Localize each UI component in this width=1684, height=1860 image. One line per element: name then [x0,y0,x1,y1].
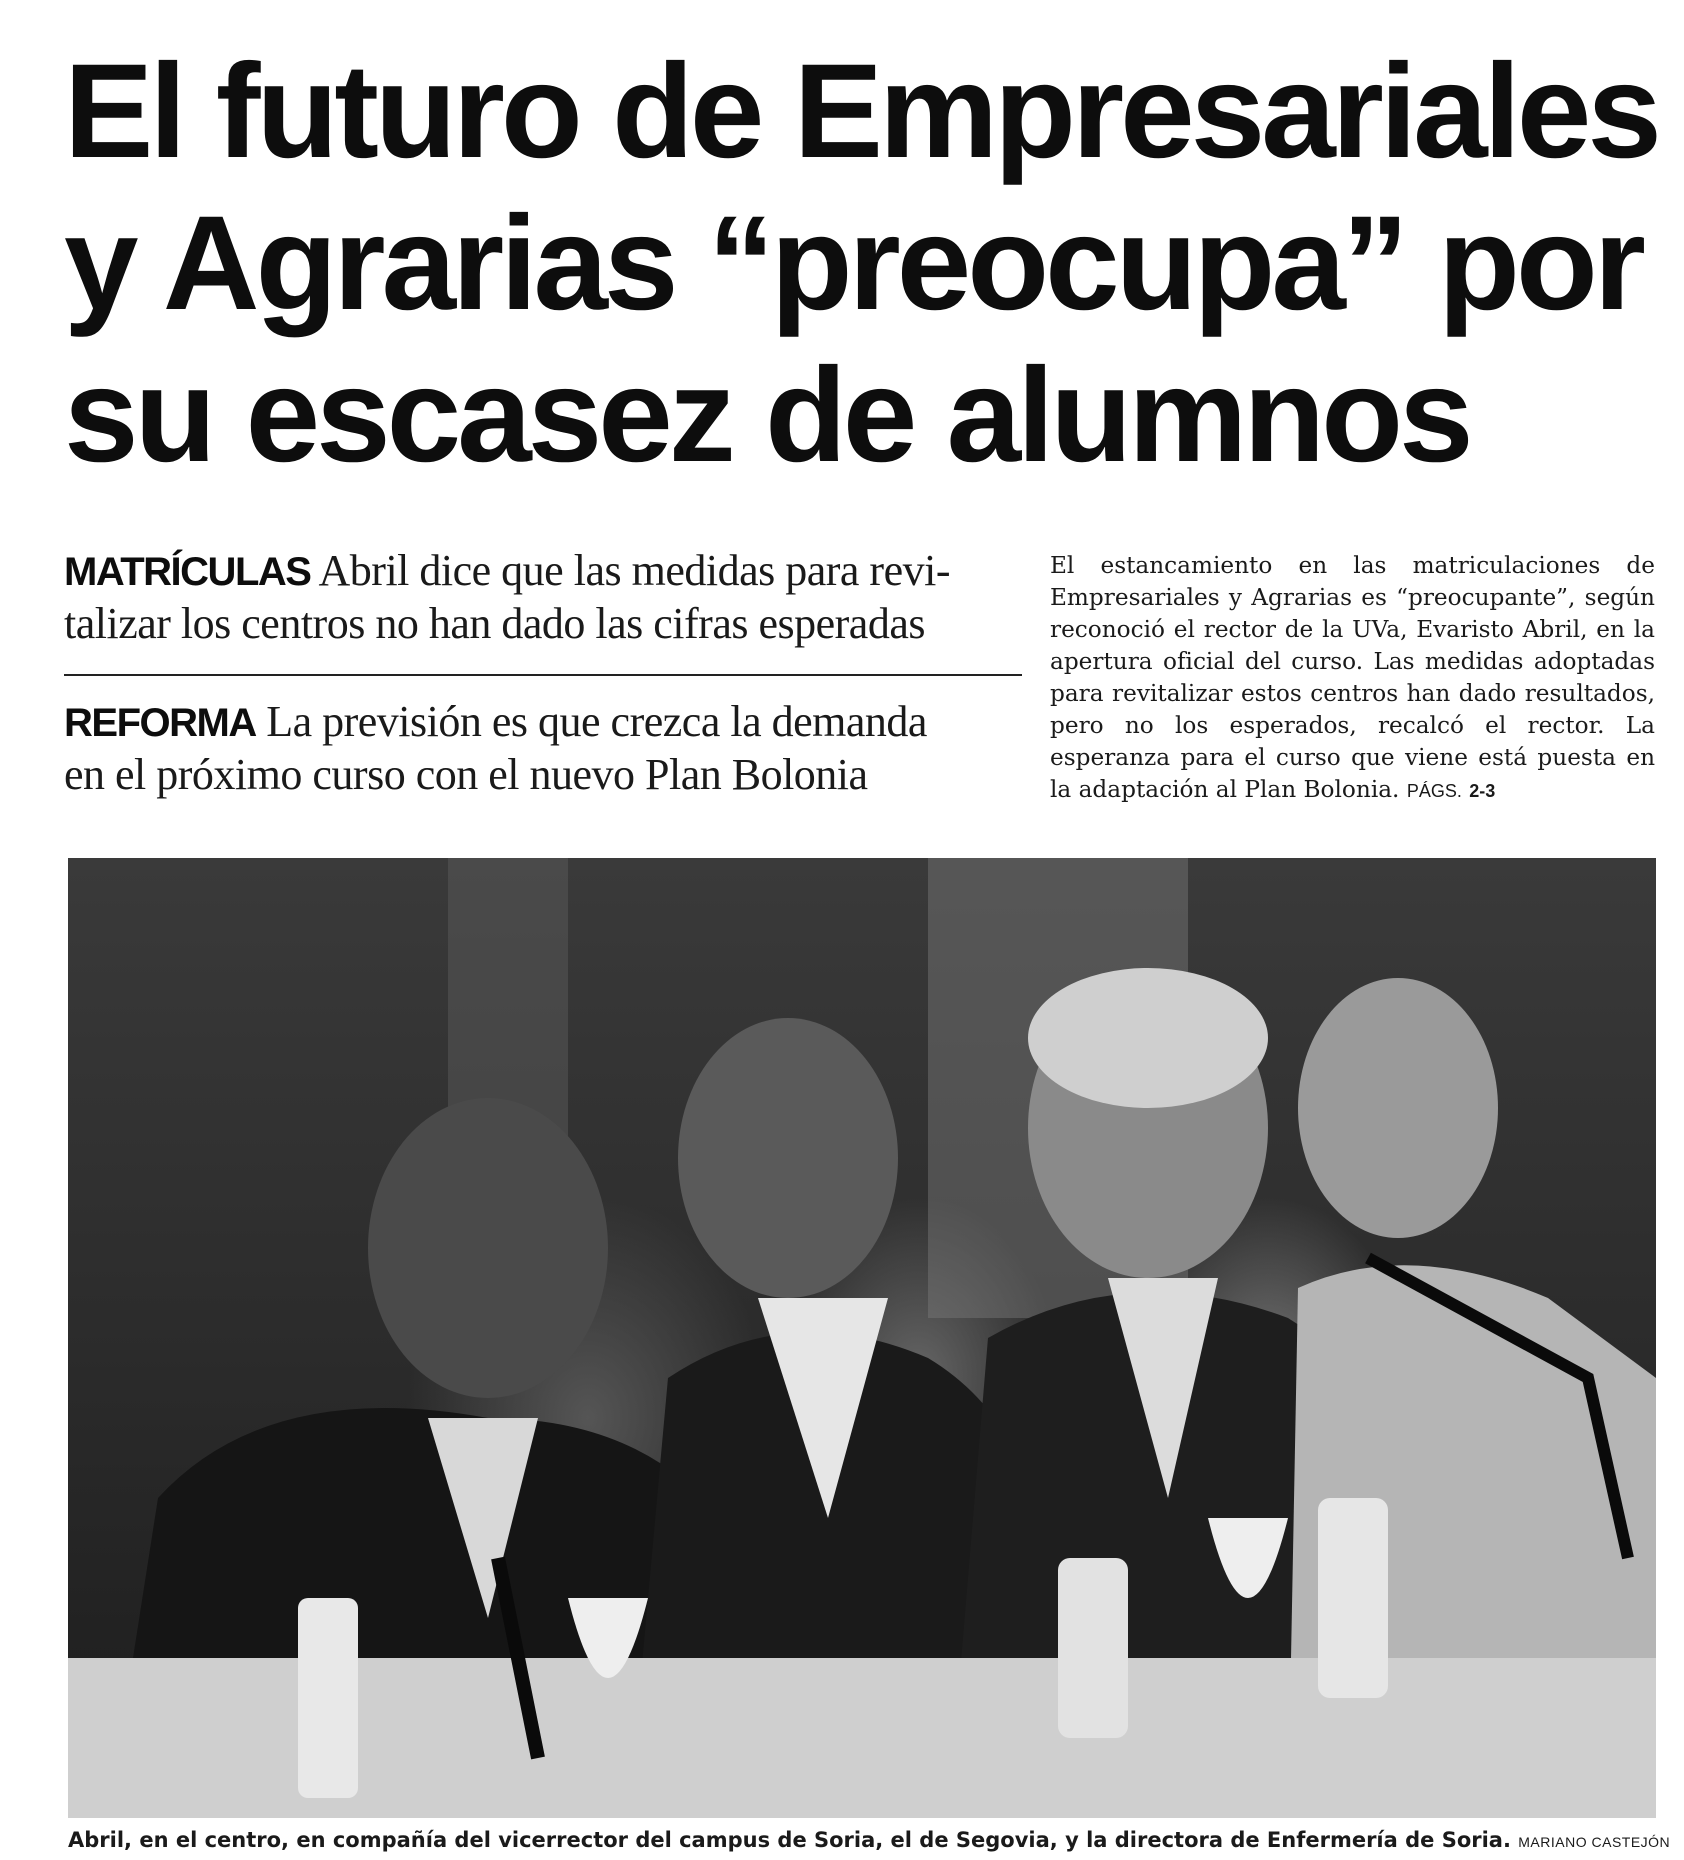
page-ref-label: PÁGS. [1406,781,1462,801]
water-bottle-icon [1058,1558,1128,1738]
deck-keyword: REFORMA [64,701,256,745]
person-third-hair [1028,968,1268,1108]
news-photo [68,858,1656,1818]
deck-matriculas [64,545,1022,650]
photo-caption [68,1826,1671,1856]
summary-paragraph [1050,550,1655,807]
person-second-head [678,1018,898,1298]
water-bottle-icon [298,1598,358,1798]
deck-divider [64,674,1022,676]
photo-credit: MARIANO CASTEJÓN [1518,1834,1671,1850]
deck-keyword: MATRÍCULAS [64,550,311,594]
subheadlines [64,545,1022,801]
page-ref-pages: 2-3 [1469,781,1496,801]
water-bottle-icon [1318,1498,1388,1698]
deck-text-line-2: talizar los centros no han dado las cifras esperadas [64,599,925,648]
headline-line-3: su escasez de alumnos [64,341,1470,490]
caption-text: Abril, en el centro, en compañía del vicerrector del campus de Soria, el de Segovia, y la directora de Enfermería de Soria. [68,1828,1511,1852]
deck-text-line-2: en el próximo curso con el nuevo Plan Bolonia [64,750,868,799]
summary-text: El estancamiento en las matriculaciones de Empresariales y Agrarias es “preocupante”, según reconoció el rector de la UVa, Evaristo Abril, en la apertura oficial del curso. Las medidas adoptadas para revitalizar estos centros han dado resultados, pero no los esperados, recalcó el rector. La esperanza para el curso que viene está puesta en la adaptación al Plan Bolonia. [1050,552,1655,803]
headline-line-2: y Agrarias “preocupa” por [64,189,1642,338]
headline [64,36,1664,492]
person-left-head [368,1098,608,1398]
deck-text-line-1: La previsión es que crezca la demanda [255,697,927,746]
deck-text-line-1: Abril dice que las medidas para revi- [310,546,950,595]
deck-reforma [64,696,1022,801]
photo-scene [68,858,1656,1818]
headline-line-1: El futuro de Empresariales [64,37,1658,186]
person-right-head [1298,978,1498,1238]
